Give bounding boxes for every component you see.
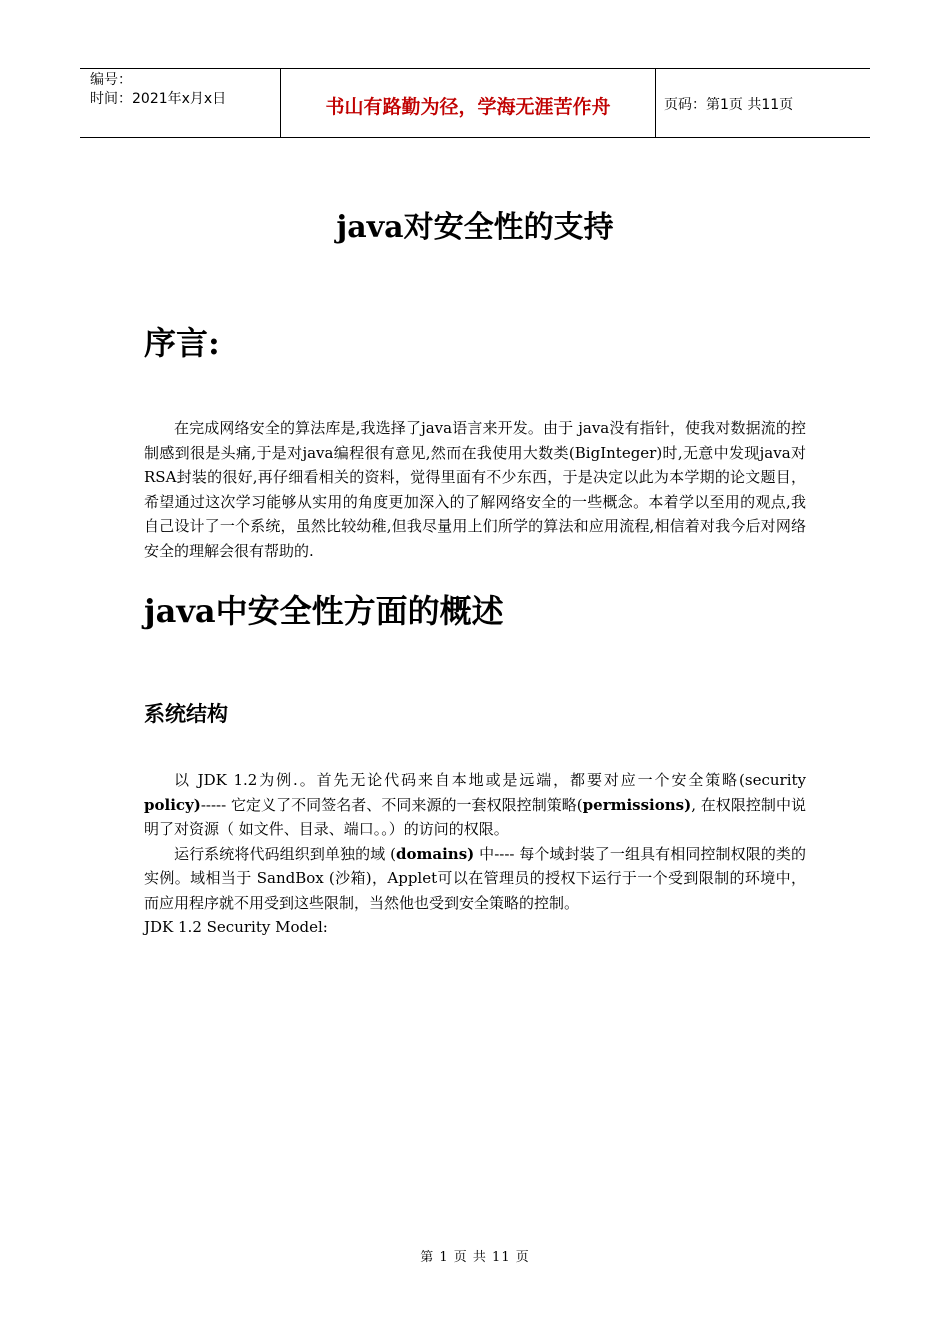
preface-paragraph (144, 416, 806, 563)
security-model-caption: JDK 1.2 Security Model: (144, 918, 328, 936)
header-middle-cell (280, 69, 656, 137)
heading-preface: 序言: (144, 324, 220, 362)
page-header (80, 68, 870, 138)
header-right-cell (655, 69, 870, 137)
heading-overview: java中安全性方面的概述 (144, 592, 504, 630)
header-left-cell (80, 69, 280, 137)
page-footer: 第 1 页 共 11 页 (420, 1250, 530, 1265)
policy-paragraph: 以 JDK 1.2为例.。首先无论代码来自本地或是远端，都要对应一个安全策略(security policy)----- 它定义了不同签名者、不同来源的一套权限控制策略(permissions), 在权限控制中说明了对资源（ 如文件、目录、端口。。）的访问的权限。 (144, 771, 806, 838)
domains-paragraph: 运行系统将代码组织到单独的域 (domains) 中---- 每个域封装了一组具有相同控制权限的类的实例。域相当于 SandBox (沙箱)，Applet可以在管理员的授权下运行于一个受到限制的环境中，而应用程序就不用受到这些限制，当然他也受到安全策略的控制。 (144, 844, 807, 912)
header-motto: 书山有路勤为径，学海无涯苦作舟 (325, 96, 611, 118)
system-structure-body (144, 768, 806, 940)
preface-text: 在完成网络安全的算法库是,我选择了java语言来开发。由于 java没有指针，使我对数据流的控制感到很是头痛,于是对java编程很有意见,然而在我使用大数类(BigInteger)时,无意中发现java对RSA封装的很好,再仔细看相关的资料，觉得里面有不少东西，于是决定以此为本学期的论文题目，希望通过这次学习能够从实用的角度更加深入的了解网络安全的一些概念。本着学以至用的观点,我自己设计了一个系统，虽然比较幼稚,但我尽量用上们所学的算法和应用流程,相信着对我今后对网络安全的理解会很有帮助的. (144, 419, 806, 560)
doc-time-label: 时间：2021年x月x日 (90, 91, 227, 107)
heading-system-structure: 系统结构 (144, 701, 228, 726)
doc-number-label: 编号： (90, 72, 132, 88)
header-page-info: 页码：第1页 共11页 (664, 97, 794, 113)
document-title: java对安全性的支持 (336, 210, 614, 245)
